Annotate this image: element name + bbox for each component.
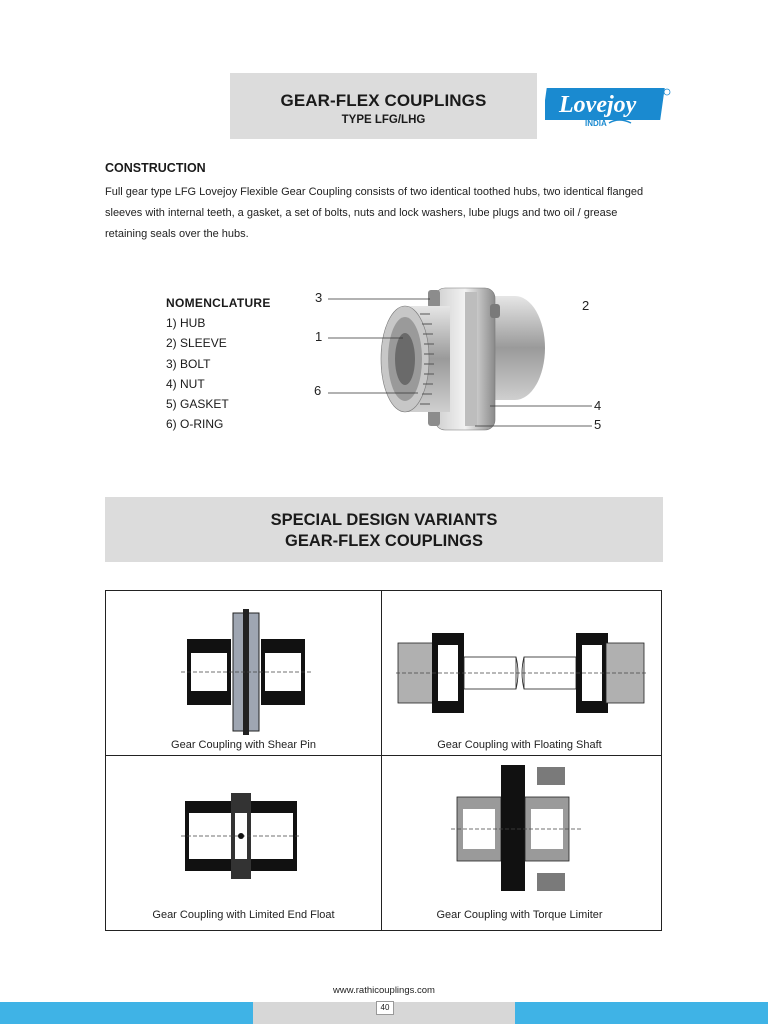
callout-4: 4	[594, 398, 602, 413]
caption-shear-pin: Gear Coupling with Shear Pin	[171, 739, 316, 751]
page-title-box	[230, 73, 537, 139]
footer-bar-left	[0, 1002, 253, 1024]
nomenclature-item: 3) BOLT	[166, 356, 211, 371]
callout-3: 3	[315, 290, 323, 305]
nomenclature-list	[166, 293, 271, 434]
nomenclature-title: NOMENCLATURE	[166, 296, 271, 310]
floating-shaft-drawing	[396, 623, 646, 723]
variants-grid	[105, 590, 662, 931]
caption-torque-limiter: Gear Coupling with Torque Limiter	[436, 909, 603, 921]
grid-divider-horizontal	[106, 755, 661, 756]
callout-2: 2	[582, 298, 590, 313]
footer-bar-right	[515, 1002, 768, 1024]
torque-limiter-drawing	[451, 763, 581, 893]
variants-subtitle: GEAR-FLEX COUPLINGS	[284, 532, 483, 550]
page-title: GEAR-FLEX COUPLINGS	[280, 91, 487, 110]
coupling-illustration	[300, 280, 620, 440]
callout-6: 6	[314, 383, 322, 398]
variants-title-box	[105, 497, 663, 562]
variants-title: SPECIAL DESIGN VARIANTS	[270, 511, 498, 529]
caption-floating-shaft: Gear Coupling with Floating Shaft	[437, 739, 602, 751]
nomenclature-item: 4) NUT	[166, 376, 205, 391]
callout-5: 5	[594, 417, 602, 432]
nomenclature-item: 1) HUB	[166, 316, 206, 331]
nomenclature-item: 2) SLEEVE	[166, 336, 227, 351]
construction-heading: CONSTRUCTION	[105, 161, 206, 175]
lovejoy-logo	[545, 86, 673, 128]
construction-paragraph	[105, 182, 665, 245]
logo-wordmark: Lovejoy	[559, 92, 637, 118]
grid-divider-vertical	[381, 591, 382, 930]
page-number: 40	[376, 1001, 394, 1015]
construction-line-1: Full gear type LFG Lovejoy Flexible Gear Coupling consists of two identical toothed hubs, two identical flanged	[105, 186, 644, 198]
nomenclature-item: 6) O-RING	[166, 417, 224, 432]
shear-pin-drawing	[181, 607, 311, 737]
nomenclature-item: 5) GASKET	[166, 397, 229, 412]
logo-subtext: INDIA	[585, 119, 607, 128]
limited-end-float-drawing	[181, 791, 301, 881]
construction-line-2: sleeves with internal teeth, a gasket, a set of bolts, nuts and lock washers, lube plugs and two oil / grease	[105, 207, 618, 219]
construction-line-3: retaining seals over the hubs.	[105, 228, 249, 240]
page-subtitle: TYPE LFG/LHG	[341, 114, 426, 126]
caption-limited-end-float: Gear Coupling with Limited End Float	[152, 909, 335, 921]
callout-1: 1	[315, 329, 323, 344]
footer-url[interactable]: www.rathicouplings.com	[333, 985, 435, 996]
